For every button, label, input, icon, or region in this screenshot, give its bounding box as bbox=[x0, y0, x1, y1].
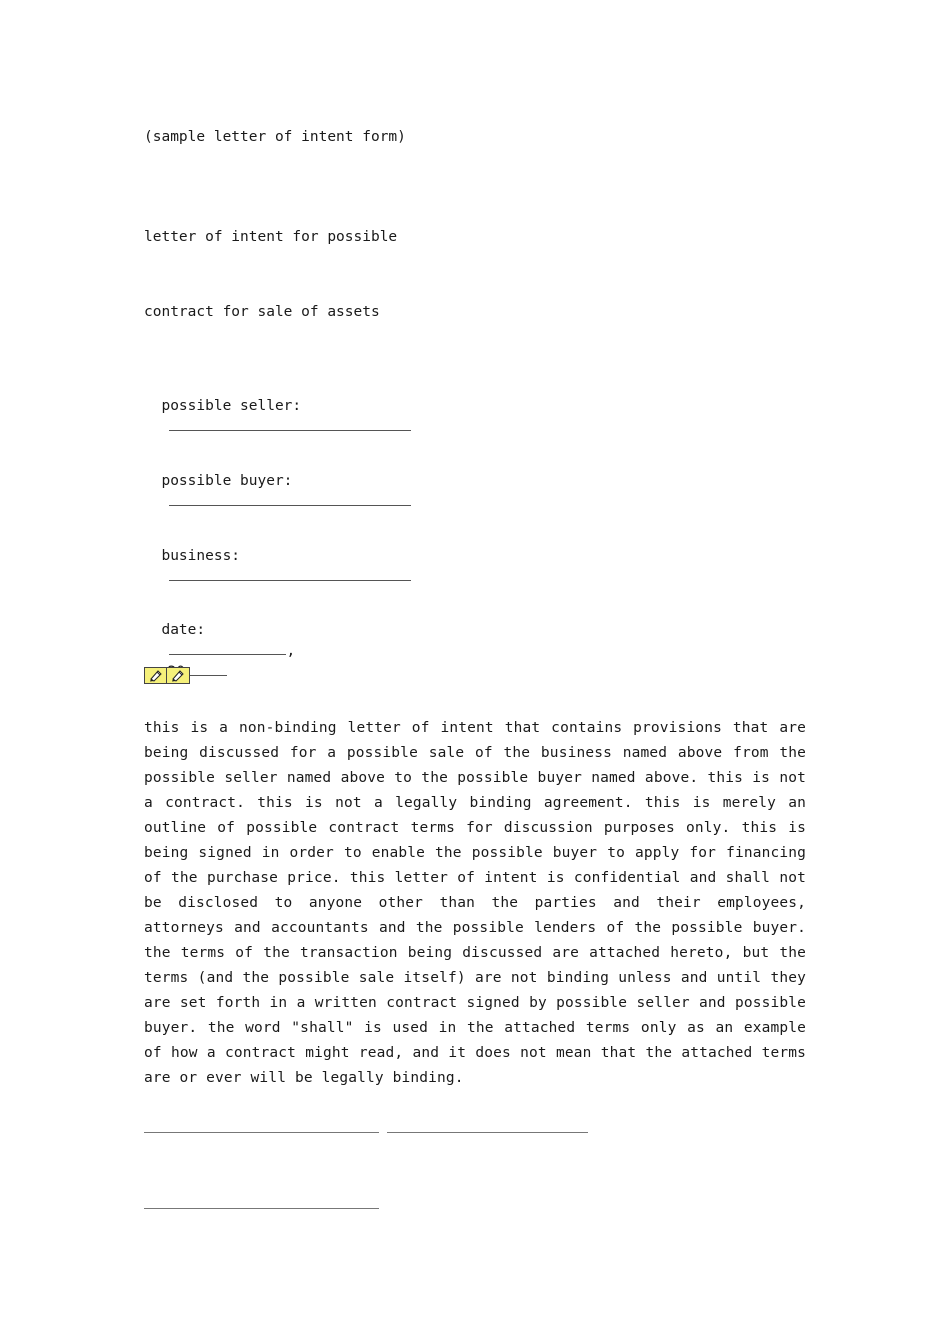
business-field-row bbox=[144, 526, 411, 587]
seller-label: possible seller: bbox=[161, 398, 302, 414]
document-title-line-2: contract for sale of assets bbox=[144, 304, 380, 320]
seller-blank[interactable] bbox=[169, 416, 411, 431]
seller-field-row bbox=[144, 376, 411, 437]
date-year-blank[interactable] bbox=[185, 661, 227, 676]
buyer-blank[interactable] bbox=[169, 491, 411, 506]
date-label: date: bbox=[161, 622, 206, 638]
pencil-edit-icon[interactable] bbox=[167, 668, 189, 683]
date-day-blank[interactable] bbox=[169, 640, 286, 655]
document-title-line-1: letter of intent for possible bbox=[144, 229, 398, 245]
signature-line-date[interactable] bbox=[144, 1208, 379, 1209]
date-comma: , bbox=[286, 643, 296, 659]
pencil-edit-icon[interactable] bbox=[145, 668, 167, 683]
edit-icon-group bbox=[144, 667, 190, 684]
document-subtitle: (sample letter of intent form) bbox=[144, 129, 406, 145]
buyer-label: possible buyer: bbox=[161, 473, 293, 489]
business-blank[interactable] bbox=[169, 566, 411, 581]
signature-line-seller[interactable] bbox=[144, 1132, 379, 1133]
business-label: business: bbox=[161, 548, 241, 564]
signature-line-buyer[interactable] bbox=[387, 1132, 588, 1133]
disclaimer-paragraph: this is a non-binding letter of intent that contains provisions that are being discussed for a possible sale of the business named above from the possible seller named above to the possible buyer named above. this is not a contract. this is not a legally binding agreement. this is merely an outline of possible contract terms for discussion purposes only. this is being signed in order to enable the possible buyer to apply for financing of the purchase price. this letter of intent is confidential and shall not be disclosed to anyone other than the parties and their employees, attorneys and accountants and the possible lenders of the possible buyer. the terms of the transaction being discussed are attached hereto, but the terms (and the possible sale itself) are not binding unless and until they are set forth in a written contract signed by possible seller and possible buyer. the word "shall" is used in the attached terms only as an example of how a contract might read, and it does not mean that the attached terms are or ever will be legally binding. bbox=[144, 720, 806, 1086]
buyer-field-row bbox=[144, 451, 411, 512]
